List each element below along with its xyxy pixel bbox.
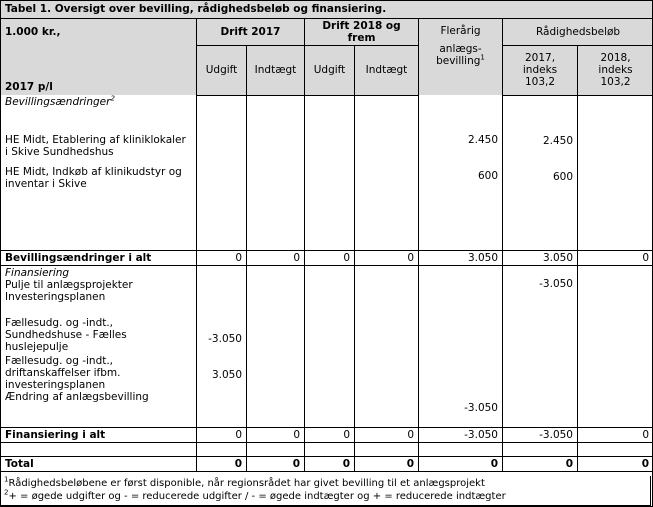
header-anlaeg-label: anlægs-bevilling: [436, 42, 482, 67]
total-r2018: 0: [578, 456, 653, 471]
total-anlaeg: 0: [419, 456, 503, 471]
footnotes: [0, 476, 651, 506]
total-ind-2018: 0: [355, 456, 419, 471]
fin-total-udg-2017: 0: [197, 427, 247, 442]
header-drift-2017: Drift 2017: [197, 18, 305, 45]
header-udgift-2018: Udgift: [305, 45, 355, 95]
header-anlaeg: [423, 43, 498, 67]
header-flerarig: [419, 18, 503, 95]
header-r2018: 2018, indeks 103,2: [578, 45, 653, 95]
total-r2017: 0: [503, 456, 578, 471]
header-anlaeg-sup: 1: [480, 53, 485, 61]
bev-total-udg-2018: 0: [305, 250, 355, 265]
bev-total-r2017: 3.050: [503, 250, 578, 265]
fin3-udgift: 3.050: [211, 368, 242, 381]
header-flerarig-label: Flerårig: [440, 24, 481, 37]
footnote-2: [4, 490, 647, 503]
finansiering-total-row: [1, 427, 653, 442]
footnote-2-text: + = øgede udgifter og - = reducerede udgifter / - = øgede indtægter og + = reducerede indtægter: [8, 491, 506, 502]
bev-total-anlaeg: 3.050: [419, 250, 503, 265]
bevilling-block: [1, 95, 653, 250]
row1-anlaeg: 2.450: [467, 134, 498, 146]
bev-total-ind-2017: 0: [247, 250, 305, 265]
header-row-1: [1, 18, 653, 45]
footnote-1-text: Rådighedsbeløbene er først disponible, når regionsrådet har givet bevilling til et anlægsprojekt: [8, 478, 485, 489]
total-row: [1, 456, 653, 471]
bev-total-ind-2018: 0: [355, 250, 419, 265]
price-level-label: 2017 p/l: [5, 81, 53, 93]
bevilling-labels: [1, 95, 197, 250]
footnote-1-sup: 1: [4, 475, 9, 484]
bev-total-udg-2017: 0: [197, 250, 247, 265]
fin-total-r2018: 0: [578, 427, 653, 442]
title-row: [1, 0, 653, 18]
bev-total-r2018: 0: [578, 250, 653, 265]
total-udg-2018: 0: [305, 456, 355, 471]
header-r2017: 2017, indeks 103,2: [503, 45, 578, 95]
footnote-2-sup: 2: [4, 488, 9, 497]
table-title: Tabel 1. Oversigt over bevilling, rådighedsbeløb og finansiering.: [1, 0, 653, 18]
header-udgift-2017: Udgift: [197, 45, 247, 95]
fin3-label: Fællesudg. og -indt., driftanskaffelser ifbm. investeringsplanen: [5, 354, 121, 391]
fin4-anlaeg: -3.050: [464, 401, 498, 414]
total-ind-2017: 0: [247, 456, 305, 471]
header-radighed: Rådighedsbeløb: [503, 18, 653, 45]
footnote-1: [4, 477, 647, 490]
fin1-r2017: -3.050: [539, 277, 573, 290]
row1-label: HE Midt, Etablering af kliniklokaler i Skive Sundhedshus: [5, 134, 186, 158]
fin-total-r2017: -3.050: [503, 427, 578, 442]
finansiering-total-label: Finansiering i alt: [1, 427, 197, 442]
fin4-label: Ændring af anlægsbevilling: [5, 390, 149, 403]
fin-total-ind-2018: 0: [355, 427, 419, 442]
row2-anlaeg: 600: [477, 170, 498, 182]
row2-label: HE Midt, Indkøb af klinikudstyr og inventar i Skive: [5, 166, 182, 190]
fin-total-anlaeg: -3.050: [419, 427, 503, 442]
fin2-udgift: -3.050: [208, 332, 242, 345]
fin1-label: Pulje til anlægsprojekter Investeringsplanen: [5, 278, 133, 303]
unit-label: 1.000 kr.,: [5, 25, 61, 38]
finansiering-block: [1, 265, 653, 419]
finansiering-section-title: Finansiering: [5, 266, 70, 279]
header-indtaegt-2017: Indtægt: [247, 45, 305, 95]
spacer-row: [1, 419, 653, 427]
total-label: Total: [1, 456, 197, 471]
finansiering-labels: [1, 265, 197, 419]
fin2-label: Fællesudg. og -indt., Sundhedshuse - Fælles huslejepulje: [5, 316, 127, 353]
row1-r2017: 2.450: [542, 134, 573, 147]
total-udg-2017: 0: [197, 456, 247, 471]
row2-r2017: 600: [552, 170, 573, 183]
spacer-row-2: [1, 442, 653, 456]
bevilling-total-row: [1, 250, 653, 265]
fin-total-udg-2018: 0: [305, 427, 355, 442]
header-indtaegt-2018: Indtægt: [355, 45, 419, 95]
fin-total-ind-2017: 0: [247, 427, 305, 442]
header-drift-2018: Drift 2018 og frem: [305, 18, 419, 45]
bevilling-section-title: Bevillingsændringer$^2$: [5, 95, 115, 108]
bevilling-total-label: Bevillingsændringer i alt: [1, 250, 197, 265]
